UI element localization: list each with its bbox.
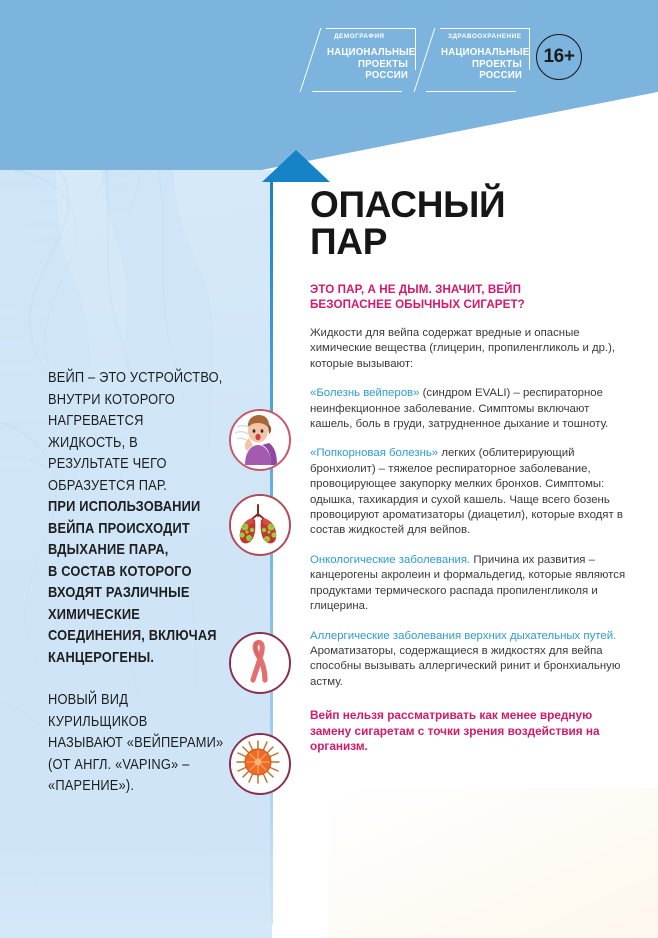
left-line: (ОТ АНГЛ. «VAPING» – xyxy=(48,756,190,773)
left-line: ОБРАЗУЕТСЯ ПАР. xyxy=(48,477,167,494)
logo-main-text xyxy=(327,46,416,82)
left-text-column xyxy=(48,368,238,798)
cancer-ribbon-icon xyxy=(229,632,291,694)
left-line: КУРИЛЬЩИКОВ xyxy=(48,713,148,730)
left-line: ВХОДЯТ РАЗЛИЧНЫЕ xyxy=(48,585,190,601)
title-line-2: ПАР xyxy=(310,221,388,262)
section-paragraph-evali xyxy=(310,386,632,432)
logo-top-label: ДЕМОГРАФИЯ xyxy=(334,33,385,40)
left-line: ВЕЙПА ПРОИСХОДИТ xyxy=(48,520,190,537)
blue-triangle-marker xyxy=(262,150,330,182)
section-paragraph-popcorn xyxy=(310,446,632,538)
closing-warning: Вейп нельзя рассматривать как менее вредную замену сигаретам с точки зрения воздействия на организм. xyxy=(310,708,600,754)
section-body-oncology: Причина их развития – канцерогены акролеин и формальдегид, которые являются продуктами термического распада пропиленгликоля и глицерина. xyxy=(310,553,626,613)
subtitle-line-2: БЕЗОПАСНЕЕ ОБЫЧНЫХ СИГАРЕТ? xyxy=(310,298,525,311)
logo-demografiya xyxy=(312,28,416,92)
logo-line-3: РОССИИ xyxy=(479,69,522,81)
section-paragraph-allergy xyxy=(310,629,632,691)
section-lead-oncology: Онкологические заболевания. xyxy=(310,553,471,566)
logo-zdravoohranenie xyxy=(426,28,530,92)
section-body-popcorn: легких (облитерирующий бронхиолит) – тяжелое респираторное заболевание, провоцирующее закупорку мелких бронхов. Симптомы: одышка, тахикардия и сухой кашель. Чаще всего бозень провоцируют ароматизаторы (диацетил), которые входят в состав жидкостей для вейпов. xyxy=(310,447,623,537)
age-rating-badge: 16+ xyxy=(536,34,582,80)
left-line: СОЕДИНЕНИЯ, ВКЛЮЧАЯ xyxy=(48,628,217,644)
subtitle-line-1: ЭТО ПАР, А НЕ ДЫМ. ЗНАЧИТ, ВЕЙП xyxy=(310,283,522,296)
logo-line-1: НАЦИОНАЛЬНЫЕ xyxy=(327,46,416,58)
bottom-warm-tint xyxy=(328,788,658,938)
logo-line-1: НАЦИОНАЛЬНЫЕ xyxy=(441,46,530,58)
left-line: НАГРЕВАЕТСЯ xyxy=(48,413,144,429)
intro-paragraph: Жидкости для вейпа содержат вредные и опасные химические вещества (глицерин, пропиленгликоль и др.), которые вызывают: xyxy=(310,327,616,370)
section-paragraph-oncology xyxy=(310,553,632,615)
subtitle-question xyxy=(310,282,632,312)
left-line: НАЗЫВАЮТ «ВЕЙПЕРАМИ» xyxy=(48,735,224,751)
left-line: ВНУТРИ КОТОРОГО xyxy=(48,391,175,408)
main-content-column xyxy=(310,186,632,755)
national-projects-logos xyxy=(312,28,530,92)
logo-main-text xyxy=(441,46,530,82)
left-spacer xyxy=(48,669,238,690)
left-paragraph-3 xyxy=(48,690,238,798)
section-body-evali: (синдром EVALI) – респираторное неинфекционное заболевание. Симптомы включают кашель, боль в груди, затрудненное дыхание и тошноту. xyxy=(310,387,609,431)
left-line: ЖИДКОСТЬ, В xyxy=(48,434,138,451)
left-line: ВДЫХАНИЕ ПАРА, xyxy=(48,542,169,558)
left-line: КАНЦЕРОГЕНЫ. xyxy=(48,649,155,666)
left-line: РЕЗУЛЬТАТЕ ЧЕГО xyxy=(48,456,167,472)
section-lead-popcorn: «Попкорновая болезнь» xyxy=(310,447,439,460)
smoke-bottom-fade xyxy=(0,848,272,938)
lungs-icon xyxy=(229,494,291,556)
logo-top-label: ЗДРАВООХРАНЕНИЕ xyxy=(448,33,522,40)
section-lead-allergy: Аллергические заболевания верхних дыхательных путей. xyxy=(310,629,617,642)
allergen-particle-icon xyxy=(229,733,291,795)
left-line: «ПАРЕНИЕ»). xyxy=(48,778,135,794)
left-line: НОВЫЙ ВИД xyxy=(48,692,129,708)
logo-line-2: ПРОЕКТЫ xyxy=(357,57,408,70)
section-lead-evali: «Болезнь вейперов» xyxy=(310,387,420,400)
left-line: ПРИ ИСПОЛЬЗОВАНИИ xyxy=(48,499,201,515)
left-paragraph-1 xyxy=(48,368,238,497)
left-line: В СОСТАВ КОТОРОГО xyxy=(48,563,192,580)
left-paragraph-2 xyxy=(48,497,238,669)
left-line: ХИМИЧЕСКИЕ xyxy=(48,606,140,623)
title-line-1: ОПАСНЫЙ xyxy=(310,184,506,225)
logo-line-2: ПРОЕКТЫ xyxy=(471,57,522,70)
coughing-person-icon xyxy=(229,409,291,471)
logo-line-3: РОССИИ xyxy=(365,69,408,81)
page-title xyxy=(310,186,632,260)
left-line: ВЕЙП – ЭТО УСТРОЙСТВО, xyxy=(48,370,223,386)
section-body-allergy: Ароматизаторы, содержащиеся в жидкостях для вейпа способны вызывать аллергический ринит и бронхиальную астму. xyxy=(310,644,621,688)
